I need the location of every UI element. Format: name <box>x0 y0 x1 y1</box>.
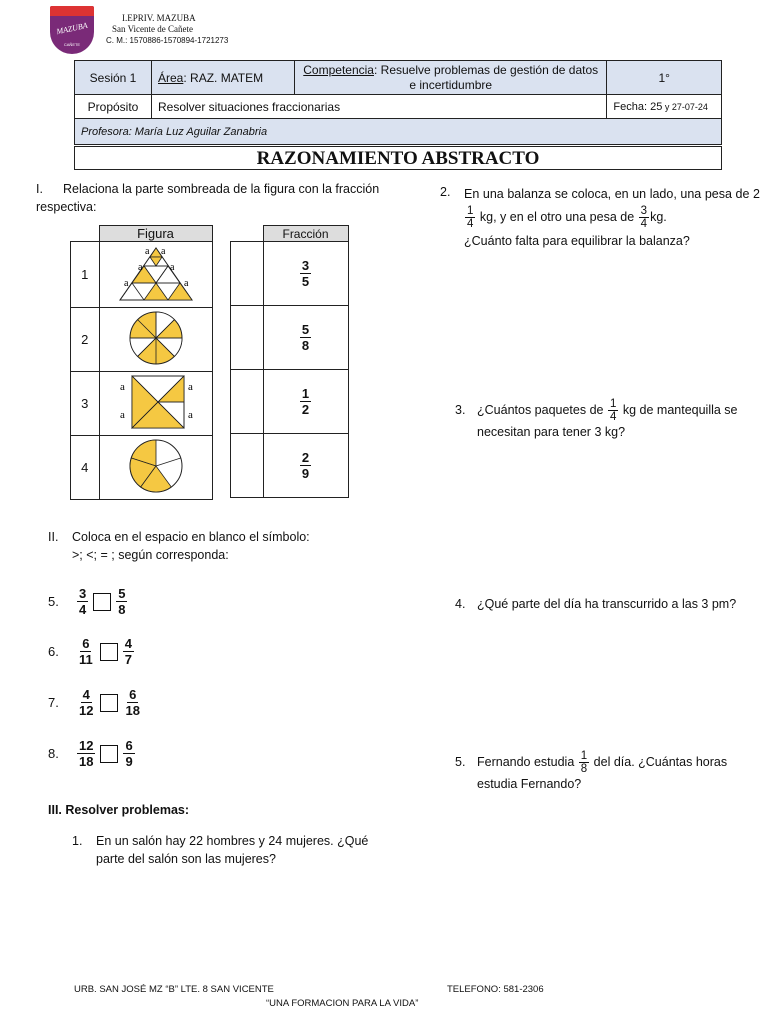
figure-1-triangles <box>99 242 212 308</box>
symbol-blank-box[interactable] <box>100 643 118 661</box>
side-label: a <box>187 381 193 393</box>
problem-text: kg de mantequilla se <box>622 402 738 417</box>
side-label: a <box>183 278 188 289</box>
area-cell <box>152 61 295 95</box>
numerator: 6 <box>129 687 137 702</box>
problem-text: ¿Cuánto falta para equilibrar la balanza? <box>464 234 690 248</box>
grade-value: 1° <box>658 70 670 85</box>
date-cell <box>607 95 722 119</box>
numerator: 4 <box>82 687 90 702</box>
side-label: a <box>187 409 193 421</box>
denominator: 5 <box>301 274 310 289</box>
numerator: 4 <box>124 636 132 651</box>
item-number: 5. <box>48 594 59 609</box>
area-value: : RAZ. MATEM <box>183 70 264 85</box>
denominator: 11 <box>79 652 93 667</box>
fraction-b <box>116 586 127 617</box>
side-label: a <box>169 262 174 273</box>
problem-text: ¿Qué parte del día ha transcurrido a las 3 pm? <box>477 597 737 611</box>
item-number: 6. <box>48 644 59 659</box>
purpose-value-cell <box>152 95 607 119</box>
teacher-cell <box>75 119 722 145</box>
problem-number: 2. <box>440 185 451 199</box>
compare-item <box>48 636 135 667</box>
numerator: 5 <box>118 586 126 601</box>
problem-number: 1. <box>72 834 83 848</box>
figure-4-circle-fifths <box>99 436 212 500</box>
figure-table-corner <box>71 226 100 242</box>
date-value: 25 <box>650 100 663 113</box>
denominator: 18 <box>79 754 94 769</box>
compare-item <box>48 738 136 769</box>
school-logo <box>50 6 94 54</box>
answer-slot[interactable] <box>231 434 264 498</box>
denominator: 9 <box>125 754 133 769</box>
denominator: 8 <box>580 763 588 775</box>
side-label: a <box>144 246 149 257</box>
denominator: 12 <box>79 703 94 718</box>
numerator: 3 <box>301 258 310 273</box>
fraction-table <box>230 225 349 498</box>
fraction-table-corner <box>231 226 264 242</box>
fraction <box>639 205 649 230</box>
problem-number: 5. <box>455 754 466 769</box>
session-cell <box>75 61 152 95</box>
teacher-name: Profesora: María Luz Aguilar Zanabria <box>81 125 268 138</box>
problem-text: estudia Fernando? <box>477 777 582 791</box>
numerator: 6 <box>82 636 90 651</box>
school-phones: C. M.: 1570886-1570894-1721273 <box>106 36 229 45</box>
section-2-symbols: >; <; = ; según corresponda: <box>72 548 229 562</box>
numerator: 1 <box>609 398 617 410</box>
problem-1 <box>72 832 372 868</box>
section-2-number: II. <box>48 530 59 544</box>
section-1-instruction <box>36 180 381 216</box>
row-number: 4 <box>71 436 100 500</box>
side-label: a <box>119 381 125 393</box>
fraction-a <box>77 738 95 769</box>
fraction-header: Fracción <box>263 226 348 242</box>
fraction-option <box>263 306 348 370</box>
problem-text: necesitan para tener 3 kg? <box>477 425 626 439</box>
answer-slot[interactable] <box>231 242 264 306</box>
symbol-blank-box[interactable] <box>93 593 111 611</box>
row-number: 3 <box>71 372 100 436</box>
denominator: 4 <box>467 218 474 230</box>
logo-strip <box>50 6 94 16</box>
compare-item <box>48 586 128 617</box>
figure-header: Figura <box>99 226 212 242</box>
fraction-b <box>123 687 141 718</box>
section-1-number: I. <box>36 182 43 196</box>
problem-text: del día. ¿Cuántas horas <box>593 754 728 769</box>
logo-text: MAZUBA <box>55 20 89 37</box>
symbol-blank-box[interactable] <box>100 745 118 763</box>
school-location: San Vicente de Cañete <box>112 24 194 34</box>
problem-text: kg. <box>650 209 667 224</box>
problem-3 <box>455 398 755 441</box>
side-label: a <box>137 262 142 273</box>
denominator: 8 <box>118 602 126 617</box>
problem-text: Fernando estudia <box>477 754 575 769</box>
fraction-b <box>123 636 134 667</box>
side-label: a <box>119 409 125 421</box>
numerator: 6 <box>125 738 133 753</box>
numerator: 1 <box>580 750 588 762</box>
circle-fifths-figure <box>126 436 186 496</box>
problem-4 <box>455 595 765 613</box>
competence-label: Competencia <box>303 62 374 77</box>
answer-slot[interactable] <box>231 306 264 370</box>
problem-2 <box>440 183 760 252</box>
grade-cell <box>607 61 722 95</box>
fraction-b <box>123 738 134 769</box>
numerator: 3 <box>79 586 87 601</box>
purpose-value: Resolver situaciones fraccionarias <box>158 99 341 114</box>
page-title: RAZONAMIENTO ABSTRACTO <box>74 146 722 170</box>
fraction-option <box>263 370 348 434</box>
problem-5 <box>455 750 755 793</box>
fraction <box>465 205 475 230</box>
denominator: 18 <box>125 703 140 718</box>
fraction-option <box>263 434 348 498</box>
answer-slot[interactable] <box>231 370 264 434</box>
denominator: 2 <box>301 402 310 417</box>
numerator: 1 <box>467 205 474 217</box>
denominator: 4 <box>640 218 648 230</box>
purpose-label: Propósito <box>87 99 139 114</box>
fraction <box>579 750 589 775</box>
session-info-table <box>74 60 722 145</box>
figure-table <box>70 225 213 500</box>
fraction <box>608 398 618 423</box>
circle-eighths-figure <box>126 308 186 368</box>
square-triangles-figure <box>106 372 206 432</box>
footer-address: URB. SAN JOSÉ MZ “B” LTE. 8 SAN VICENTE <box>74 984 274 995</box>
denominator: 4 <box>79 602 87 617</box>
fraction-a <box>77 636 95 667</box>
footer-phone: TELEFONO: 581-2306 <box>447 984 544 995</box>
problem-number: 4. <box>455 597 466 611</box>
row-number: 2 <box>71 308 100 372</box>
footer-motto: “UNA FORMACION PARA LA VIDA” <box>266 998 419 1009</box>
section-2-text: Coloca en el espacio en blanco el símbolo: <box>72 530 310 544</box>
date-tail: y 27-07-24 <box>662 101 708 112</box>
competence-cell <box>295 61 607 95</box>
section-2-instruction <box>48 528 378 564</box>
fraction-a <box>77 586 88 617</box>
numerator: 2 <box>301 450 310 465</box>
numerator: 12 <box>79 738 94 753</box>
row-number: 1 <box>71 242 100 308</box>
triangle-figure <box>106 242 206 304</box>
item-number: 8. <box>48 746 59 761</box>
school-name: I.EPRIV. MAZUBA <box>122 13 196 23</box>
fraction-a <box>77 687 95 718</box>
denominator: 9 <box>301 466 310 481</box>
section-3-heading: III. Resolver problemas: <box>48 803 190 817</box>
numerator: 1 <box>301 386 310 401</box>
purpose-label-cell <box>75 95 152 119</box>
figure-3-square-triangles <box>99 372 212 436</box>
side-label: a <box>160 246 165 257</box>
date-label: Fecha: <box>613 100 651 113</box>
problem-text: En un salón hay 22 hombres y 24 mujeres. ¿Qué parte del salón son las mujeres? <box>96 834 369 866</box>
compare-item <box>48 687 143 718</box>
denominator: 7 <box>124 652 132 667</box>
school-info <box>106 13 229 46</box>
item-number: 7. <box>48 695 59 710</box>
section-1-text: Relaciona la parte sombreada de la figura con la fracción respectiva: <box>36 182 380 214</box>
figure-2-circle-eighths <box>99 308 212 372</box>
denominator: 8 <box>301 338 310 353</box>
logo-subtext: CAÑETE <box>63 42 81 47</box>
problem-text: ¿Cuántos paquetes de <box>477 402 604 417</box>
competence-value: : Resuelve problemas de gestión de datos e incertidumbre <box>373 62 599 92</box>
session-label: Sesión 1 <box>89 70 137 85</box>
side-label: a <box>123 278 128 289</box>
numerator: 3 <box>640 205 648 217</box>
numerator: 5 <box>301 322 310 337</box>
denominator: 4 <box>609 411 617 423</box>
area-label: Área <box>158 70 184 85</box>
problem-number: 3. <box>455 402 466 417</box>
problem-text: kg, y en el otro una pesa de <box>479 209 635 224</box>
problem-text: En una balanza se coloca, en un lado, una pesa de 2 <box>464 187 760 201</box>
symbol-blank-box[interactable] <box>100 694 118 712</box>
fraction-option <box>263 242 348 306</box>
